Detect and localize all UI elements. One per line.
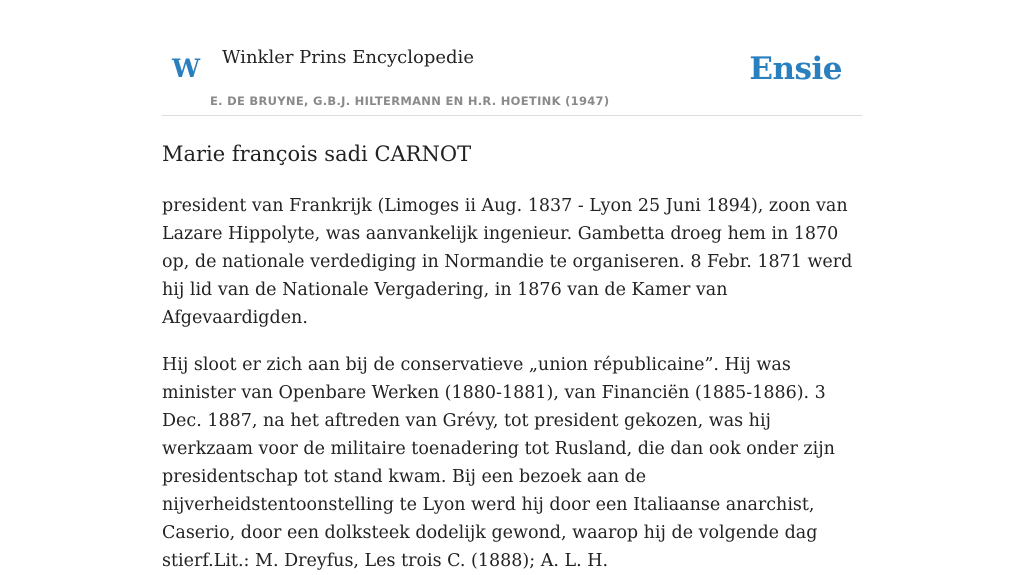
article [162, 137, 862, 575]
site-header [162, 36, 862, 116]
winkler-prins-logo[interactable]: W [172, 54, 201, 83]
article-paragraph: Hij sloot er zich aan bij de conservatieve „union républicaine”. Hij was minister van Openbare Werken (1880-1881), van Financiën (1885-1886). 3 Dec. 1887, na het aftreden van Grévy, tot president gekozen, was hij werkzaam voor de militaire toenadering tot Rusland, die dan ook onder zijn presidentschap tot stand kwam. Bij een bezoek aan de nijverheidstentoonstelling te Lyon werd hij door een Italiaanse anarchist, Caserio, door een dolksteek dodelijk gewond, waarop hij de volgende dag stierf.Lit.: M. Dreyfus, Les trois C. (1888); A. L. H. [162, 355, 835, 571]
article-paragraph: president van Frankrijk (Limoges ii Aug. 1837 - Lyon 25 Juni 1894), zoon van Lazare Hippolyte, was aanvankelijk ingenieur. Gambetta droeg hem in 1870 op, de nationale verdediging in Normandie te organiseren. 8 Febr. 1871 werd hij lid van de Nationale Vergadering, in 1876 van de Kamer van Afgevaardigden. [162, 196, 853, 328]
ensie-logo[interactable]: Ensie [749, 51, 842, 87]
source-authors: E. DE BRUYNE, G.B.J. HILTERMANN EN H.R. HOETINK (1947) [210, 94, 610, 108]
source-title[interactable]: Winkler Prins Encyclopedie [222, 47, 474, 68]
article-title: Marie françois sadi CARNOT [162, 142, 472, 166]
